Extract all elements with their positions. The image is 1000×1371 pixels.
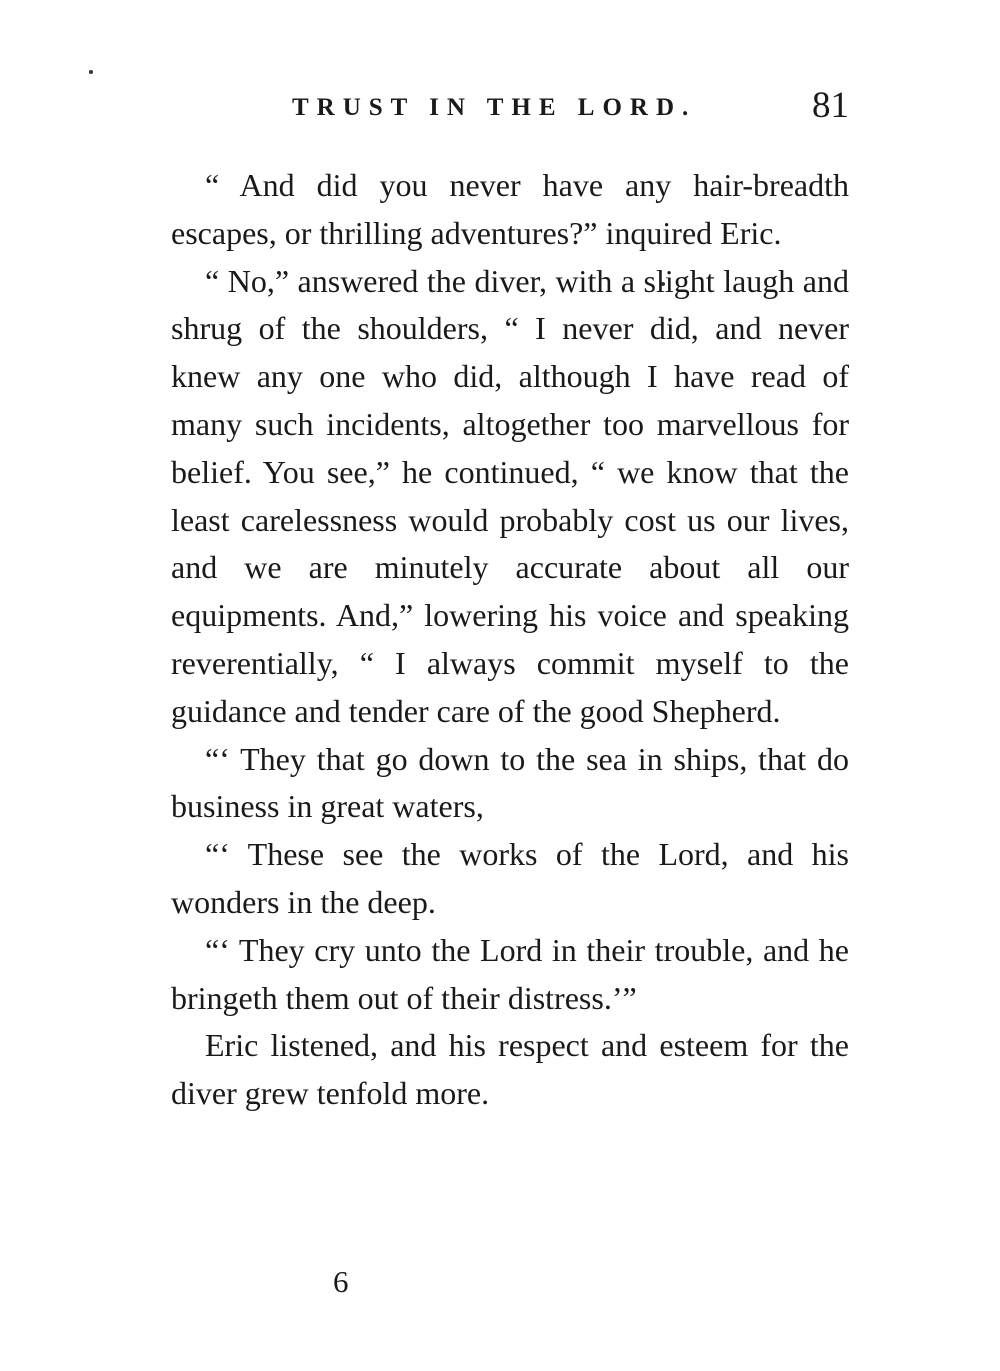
- paragraph: “‘ They cry unto the Lord in their trouble, and he bringeth them out of their distress.’”: [171, 931, 849, 1016]
- paragraph: “ No,” answered the diver, with a slight laugh and shrug of the shoulders, “ I never did, and never knew any one who did, although I have read of many such incidents, altogether too marvellous for belief. You see,” he continued, “ we know that the least carelessness would probably cost us our lives, and we are minutely accurate about all our equipments. And,” lowering his voice and speaking reverentially, “ I always commit myself to the guidance and tender care of the good Shepherd.: [171, 262, 849, 729]
- signature-mark: 6: [333, 1264, 349, 1299]
- body-text: [171, 162, 849, 1118]
- paragraph: Eric listened, and his respect and esteem for the diver grew tenfold more.: [171, 1027, 849, 1112]
- ink-speck: [89, 70, 93, 74]
- page-number: 81: [812, 85, 849, 126]
- paragraph: “‘ They that go down to the sea in ships, that do business in great waters,: [171, 740, 849, 825]
- paragraph: “‘ These see the works of the Lord, and his wonders in the deep.: [171, 836, 849, 920]
- paragraph: “ And did you never have any hair-breadth escapes, or thrilling adventures?” inquired Eric.: [171, 167, 849, 251]
- running-title: TRUST IN THE LORD.: [292, 94, 697, 121]
